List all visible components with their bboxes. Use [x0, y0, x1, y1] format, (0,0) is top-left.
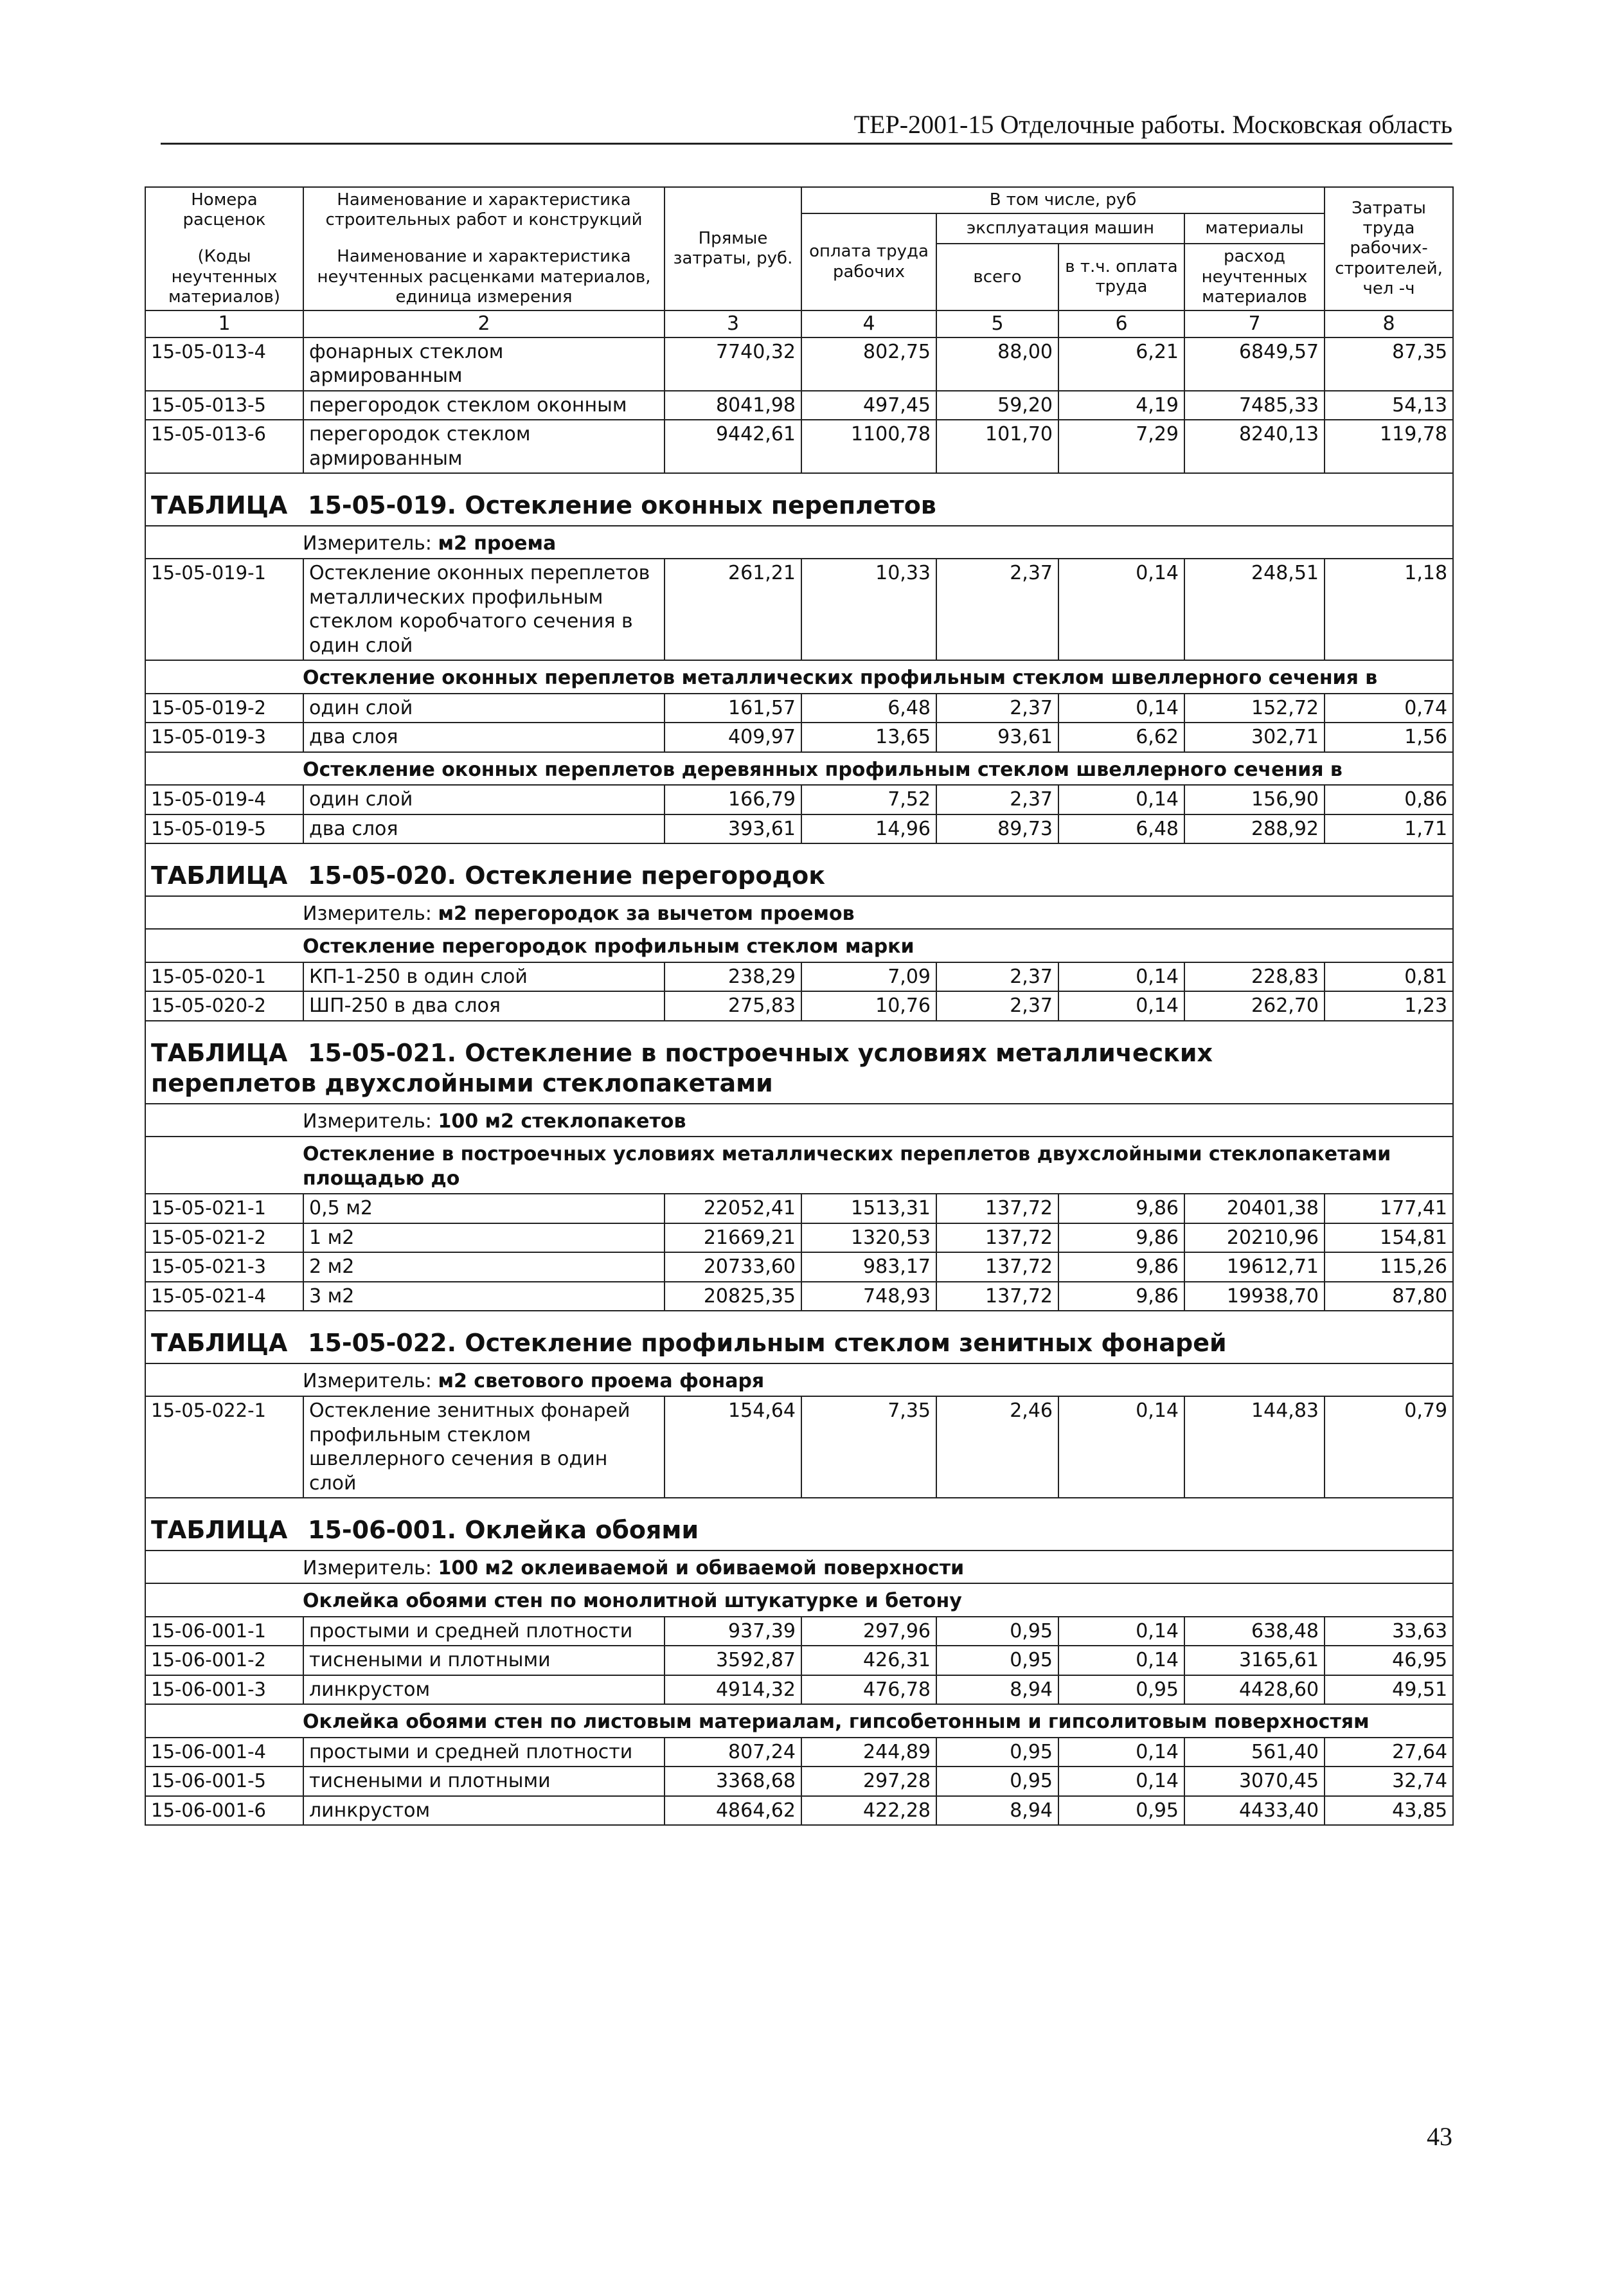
- table-title-continuation: переплетов двухслойными стеклопакетами: [151, 1069, 773, 1098]
- rate-code: 15-05-019-2: [145, 694, 303, 723]
- table-row: [145, 1194, 1453, 1223]
- direct-cost: 9442,61: [665, 420, 801, 473]
- machines-labor: 0,14: [1058, 1738, 1184, 1767]
- subsection-title: Остекление перегородок профильным стеклом марки: [145, 929, 1453, 962]
- work-name: Остекление зенитных фонарей профильным стеклом швеллерного сечения в один слой: [303, 1396, 665, 1498]
- name-header: Наименование и характеристика строительных работ и конструкций: [325, 190, 643, 230]
- table-row: [145, 1738, 1453, 1767]
- machines-total: 2,37: [936, 785, 1058, 814]
- section-title-row: [145, 1498, 1453, 1551]
- materials: 4428,60: [1184, 1675, 1325, 1705]
- table-row: [145, 723, 1453, 752]
- direct-cost: 21669,21: [665, 1223, 801, 1253]
- column-number: 6: [1058, 310, 1184, 337]
- subsection-title: Остекление в построечных условиях металлических переплетов двухслойными стеклопакетами площадью до: [145, 1137, 1453, 1194]
- unit-value: м2 проема: [438, 532, 557, 555]
- direct-cost: 22052,41: [665, 1194, 801, 1223]
- table-row: [145, 991, 1453, 1021]
- work-name: линкрустом: [303, 1675, 665, 1705]
- machines-total: 137,72: [936, 1282, 1058, 1311]
- direct-cost-header: Прямые затраты, руб.: [665, 187, 801, 310]
- materials: 561,40: [1184, 1738, 1325, 1767]
- direct-cost: 3368,68: [665, 1767, 801, 1796]
- materials: 19938,70: [1184, 1282, 1325, 1311]
- table-row: [145, 1282, 1453, 1311]
- direct-cost: 161,57: [665, 694, 801, 723]
- labor-cost: 1,71: [1325, 814, 1453, 844]
- direct-cost: 261,21: [665, 559, 801, 660]
- code-column-header: [145, 187, 303, 310]
- column-number: 8: [1325, 310, 1453, 337]
- unit-value: 100 м2 стеклопакетов: [438, 1110, 686, 1133]
- labor-pay-header: оплата труда рабочих: [801, 213, 936, 310]
- column-number: 1: [145, 310, 303, 337]
- table-row: [145, 420, 1453, 473]
- column-number: 3: [665, 310, 801, 337]
- table-title: [145, 1311, 1453, 1363]
- rate-code: 15-06-001-5: [145, 1767, 303, 1796]
- direct-cost: 7740,32: [665, 337, 801, 391]
- table-row: [145, 814, 1453, 844]
- unit-cell: [145, 526, 1453, 559]
- labor-cost: 154,81: [1325, 1223, 1453, 1253]
- table-row: [145, 962, 1453, 992]
- machines-labor: 0,14: [1058, 785, 1184, 814]
- section-title-row: [145, 1311, 1453, 1363]
- rate-code: 15-06-001-6: [145, 1796, 303, 1826]
- labor-pay: 10,76: [801, 991, 936, 1021]
- running-head: ТЕР-2001-15 Отделочные работы. Московская область: [853, 110, 1452, 139]
- work-name: Остекление оконных переплетов металлических профильным стеклом коробчатого сечения в один слой: [303, 559, 665, 660]
- work-name: линкрустом: [303, 1796, 665, 1826]
- direct-cost: 154,64: [665, 1396, 801, 1498]
- work-name: ШП-250 в два слоя: [303, 991, 665, 1021]
- machines-total: 137,72: [936, 1252, 1058, 1282]
- machines-total: 89,73: [936, 814, 1058, 844]
- direct-cost: 166,79: [665, 785, 801, 814]
- machines-labor: 0,14: [1058, 1396, 1184, 1498]
- subsection-row: [145, 1137, 1453, 1194]
- materials: 152,72: [1184, 694, 1325, 723]
- unit-row: [145, 896, 1453, 930]
- work-name: простыми и средней плотности: [303, 1617, 665, 1646]
- table-row: [145, 1617, 1453, 1646]
- labor-cost: 49,51: [1325, 1675, 1453, 1705]
- direct-cost: 937,39: [665, 1617, 801, 1646]
- labor-pay: 1513,31: [801, 1194, 936, 1223]
- work-name: 0,5 м2: [303, 1194, 665, 1223]
- work-name: один слой: [303, 694, 665, 723]
- labor-cost: 27,64: [1325, 1738, 1453, 1767]
- table-title-text: 15-05-022. Остекление профильным стеклом зенитных фонарей: [308, 1329, 1227, 1358]
- labor-pay: 422,28: [801, 1796, 936, 1826]
- table-row: [145, 1675, 1453, 1705]
- rate-code: 15-05-020-2: [145, 991, 303, 1021]
- materials: 20401,38: [1184, 1194, 1325, 1223]
- labor-pay: 7,35: [801, 1396, 936, 1498]
- labor-cost: 87,35: [1325, 337, 1453, 391]
- unit-label: Измеритель:: [303, 532, 432, 555]
- rate-code: 15-05-019-3: [145, 723, 303, 752]
- unit-value: м2 светового проема фонаря: [438, 1369, 765, 1392]
- direct-cost: 807,24: [665, 1738, 801, 1767]
- section-title-row: [145, 843, 1453, 896]
- machines-total: 101,70: [936, 420, 1058, 473]
- work-name: КП-1-250 в один слой: [303, 962, 665, 992]
- direct-cost: 20825,35: [665, 1282, 801, 1311]
- subsection-row: [145, 929, 1453, 962]
- materials: 144,83: [1184, 1396, 1325, 1498]
- machines-labor: 0,14: [1058, 559, 1184, 660]
- machines-total: 59,20: [936, 391, 1058, 420]
- labor-pay: 983,17: [801, 1252, 936, 1282]
- table-row: [145, 1223, 1453, 1253]
- direct-cost: 275,83: [665, 991, 801, 1021]
- rate-code: 15-05-019-5: [145, 814, 303, 844]
- machines-total: 2,37: [936, 962, 1058, 992]
- machines-labor: 0,14: [1058, 694, 1184, 723]
- subsection-row: [145, 1704, 1453, 1738]
- table-row: [145, 391, 1453, 420]
- unit-cell: [145, 1104, 1453, 1137]
- unit-cell: [145, 1551, 1453, 1584]
- table-title: [145, 1498, 1453, 1551]
- machines-labor-header: в т.ч. оплата труда: [1058, 244, 1184, 310]
- name-column-header: [303, 187, 665, 310]
- table-title-text: 15-05-019. Остекление оконных переплетов: [308, 491, 936, 520]
- materials: 19612,71: [1184, 1252, 1325, 1282]
- table-title-text: 15-05-020. Остекление перегородок: [308, 861, 826, 890]
- including-header: В том числе, руб: [801, 187, 1325, 213]
- labor-pay: 1100,78: [801, 420, 936, 473]
- work-name: два слоя: [303, 723, 665, 752]
- labor-pay: 10,33: [801, 559, 936, 660]
- labor-pay: 802,75: [801, 337, 936, 391]
- materials-header: материалы: [1184, 213, 1325, 244]
- machines-total: 93,61: [936, 723, 1058, 752]
- machines-total: 0,95: [936, 1738, 1058, 1767]
- subsection-title: Остекление оконных переплетов металлических профильным стеклом швеллерного сечения в: [145, 660, 1453, 694]
- table-row: [145, 1252, 1453, 1282]
- labor-cost: 54,13: [1325, 391, 1453, 420]
- labor-cost: 1,18: [1325, 559, 1453, 660]
- labor-cost: 43,85: [1325, 1796, 1453, 1826]
- rate-code: 15-05-021-1: [145, 1194, 303, 1223]
- labor-cost: 32,74: [1325, 1767, 1453, 1796]
- materials: 8240,13: [1184, 420, 1325, 473]
- code-header: Номера расценок: [183, 190, 266, 230]
- machines-labor: 9,86: [1058, 1223, 1184, 1253]
- machines-labor: 6,21: [1058, 337, 1184, 391]
- materials: 288,92: [1184, 814, 1325, 844]
- direct-cost: 393,61: [665, 814, 801, 844]
- machines-labor: 9,86: [1058, 1194, 1184, 1223]
- machines-total: 137,72: [936, 1223, 1058, 1253]
- machines-labor: 0,95: [1058, 1796, 1184, 1826]
- rate-code: 15-05-021-3: [145, 1252, 303, 1282]
- labor-cost: 87,80: [1325, 1282, 1453, 1311]
- direct-cost: 20733,60: [665, 1252, 801, 1282]
- materials: 7485,33: [1184, 391, 1325, 420]
- machines-total: 88,00: [936, 337, 1058, 391]
- header-rule: [161, 143, 1452, 145]
- labor-pay: 1320,53: [801, 1223, 936, 1253]
- machines-labor: 0,95: [1058, 1675, 1184, 1705]
- direct-cost: 409,97: [665, 723, 801, 752]
- rate-code: 15-05-013-4: [145, 337, 303, 391]
- unit-label: Измеритель:: [303, 1369, 432, 1392]
- subsection-title: Оклейка обоями стен по монолитной штукатурке и бетону: [145, 1583, 1453, 1617]
- table-row: [145, 1646, 1453, 1675]
- labor-pay: 13,65: [801, 723, 936, 752]
- column-numbers-row: [145, 310, 1453, 337]
- labor-pay: 426,31: [801, 1646, 936, 1675]
- rate-code: 15-05-019-4: [145, 785, 303, 814]
- page-number: 43: [1427, 2122, 1452, 2151]
- table-label: ТАБЛИЦА: [151, 861, 288, 890]
- direct-cost: 4914,32: [665, 1675, 801, 1705]
- machines-total: 0,95: [936, 1646, 1058, 1675]
- subsection-row: [145, 1583, 1453, 1617]
- materials-unaccounted-header: расход неучтенных материалов: [1184, 244, 1325, 310]
- labor-pay: 6,48: [801, 694, 936, 723]
- table-row: [145, 1396, 1453, 1498]
- machines-total-header: всего: [936, 244, 1058, 310]
- labor-cost: 0,74: [1325, 694, 1453, 723]
- labor-cost: 115,26: [1325, 1252, 1453, 1282]
- labor-pay: 7,09: [801, 962, 936, 992]
- machines-labor: 0,14: [1058, 1617, 1184, 1646]
- subsection-row: [145, 752, 1453, 786]
- work-name: два слоя: [303, 814, 665, 844]
- labor-pay: 14,96: [801, 814, 936, 844]
- materials: 20210,96: [1184, 1223, 1325, 1253]
- unit-cell: [145, 1363, 1453, 1397]
- machines-labor: 7,29: [1058, 420, 1184, 473]
- labor-pay: 748,93: [801, 1282, 936, 1311]
- direct-cost: 3592,87: [665, 1646, 801, 1675]
- unit-cell: [145, 896, 1453, 930]
- table-row: [145, 785, 1453, 814]
- column-number: 7: [1184, 310, 1325, 337]
- machines-labor: 4,19: [1058, 391, 1184, 420]
- materials: 638,48: [1184, 1617, 1325, 1646]
- machines-total: 137,72: [936, 1194, 1058, 1223]
- rate-code: 15-06-001-2: [145, 1646, 303, 1675]
- code-subheader: (Коды неучтенных материалов): [168, 247, 280, 307]
- unit-row: [145, 1551, 1453, 1584]
- unit-value: м2 перегородок за вычетом проемов: [438, 902, 855, 925]
- subsection-title: Остекление оконных переплетов деревянных профильным стеклом швеллерного сечения в: [145, 752, 1453, 786]
- labor-cost: 33,63: [1325, 1617, 1453, 1646]
- labor-cost: 46,95: [1325, 1646, 1453, 1675]
- labor-pay: 244,89: [801, 1738, 936, 1767]
- table-row: [145, 1767, 1453, 1796]
- rate-code: 15-05-020-1: [145, 962, 303, 992]
- unit-value: 100 м2 оклеиваемой и обиваемой поверхности: [438, 1556, 965, 1579]
- table-title-text: 15-05-021. Остекление в построечных условиях металлических: [308, 1038, 1213, 1067]
- machines-labor: 0,14: [1058, 962, 1184, 992]
- labor-cost: 0,81: [1325, 962, 1453, 992]
- column-number: 5: [936, 310, 1058, 337]
- unit-row: [145, 526, 1453, 559]
- rates-table: [145, 186, 1454, 1826]
- labor-pay: 297,28: [801, 1767, 936, 1796]
- labor-cost: 1,56: [1325, 723, 1453, 752]
- machines-labor: 6,48: [1058, 814, 1184, 844]
- materials: 248,51: [1184, 559, 1325, 660]
- labor-cost: 0,79: [1325, 1396, 1453, 1498]
- unit-label: Измеритель:: [303, 1110, 432, 1133]
- work-name: простыми и средней плотности: [303, 1738, 665, 1767]
- machines-labor: 0,14: [1058, 1646, 1184, 1675]
- machines-labor: 0,14: [1058, 991, 1184, 1021]
- rate-code: 15-06-001-1: [145, 1617, 303, 1646]
- subsection-title: Оклейка обоями стен по листовым материалам, гипсобетонным и гипсолитовым поверхностям: [145, 1704, 1453, 1738]
- rate-code: 15-05-022-1: [145, 1396, 303, 1498]
- labor-cost: 177,41: [1325, 1194, 1453, 1223]
- labor-cost: 1,23: [1325, 991, 1453, 1021]
- table-body: [145, 337, 1453, 1826]
- table-title: [145, 473, 1453, 526]
- work-name: тиснеными и плотными: [303, 1767, 665, 1796]
- table-row: [145, 559, 1453, 660]
- unit-label: Измеритель:: [303, 1556, 432, 1579]
- machines-total: 2,46: [936, 1396, 1058, 1498]
- column-number: 2: [303, 310, 665, 337]
- materials: 302,71: [1184, 723, 1325, 752]
- unit-row: [145, 1104, 1453, 1137]
- machines-labor: 6,62: [1058, 723, 1184, 752]
- materials: 262,70: [1184, 991, 1325, 1021]
- work-name: перегородок стеклом оконным: [303, 391, 665, 420]
- column-number: 4: [801, 310, 936, 337]
- machines-labor: 9,86: [1058, 1282, 1184, 1311]
- machines-total: 8,94: [936, 1675, 1058, 1705]
- name-subheader: Наименование и характеристика неучтенных расценками материалов, единица измерения: [317, 247, 651, 307]
- table-title-text: 15-06-001. Оклейка обоями: [308, 1516, 699, 1545]
- labor-cost-header: Затраты труда рабочих-строителей, чел -ч: [1325, 187, 1453, 310]
- rate-code: 15-05-021-4: [145, 1282, 303, 1311]
- labor-pay: 476,78: [801, 1675, 936, 1705]
- work-name: 3 м2: [303, 1282, 665, 1311]
- labor-cost: 119,78: [1325, 420, 1453, 473]
- rate-code: 15-06-001-3: [145, 1675, 303, 1705]
- machines-total: 2,37: [936, 991, 1058, 1021]
- unit-row: [145, 1363, 1453, 1397]
- table-row: [145, 694, 1453, 723]
- machines-total: 2,37: [936, 694, 1058, 723]
- materials: 3070,45: [1184, 1767, 1325, 1796]
- rate-code: 15-06-001-4: [145, 1738, 303, 1767]
- machines-labor: 9,86: [1058, 1252, 1184, 1282]
- work-name: 2 м2: [303, 1252, 665, 1282]
- table-label: ТАБЛИЦА: [151, 1329, 288, 1358]
- materials: 3165,61: [1184, 1646, 1325, 1675]
- table-title: [145, 1021, 1453, 1104]
- machines-header: эксплуатация машин: [936, 213, 1184, 244]
- direct-cost: 8041,98: [665, 391, 801, 420]
- direct-cost: 4864,62: [665, 1796, 801, 1826]
- table-row: [145, 1796, 1453, 1826]
- rate-code: 15-05-019-1: [145, 559, 303, 660]
- section-title-row: [145, 473, 1453, 526]
- labor-pay: 7,52: [801, 785, 936, 814]
- table-header: [145, 187, 1453, 337]
- table-label: ТАБЛИЦА: [151, 491, 288, 520]
- work-name: один слой: [303, 785, 665, 814]
- work-name: перегородок стеклом армированным: [303, 420, 665, 473]
- materials: 6849,57: [1184, 337, 1325, 391]
- table-label: ТАБЛИЦА: [151, 1038, 288, 1067]
- rate-code: 15-05-021-2: [145, 1223, 303, 1253]
- rate-code: 15-05-013-5: [145, 391, 303, 420]
- materials: 228,83: [1184, 962, 1325, 992]
- table-row: [145, 337, 1453, 391]
- direct-cost: 238,29: [665, 962, 801, 992]
- rate-code: 15-05-013-6: [145, 420, 303, 473]
- materials: 4433,40: [1184, 1796, 1325, 1826]
- table-title: [145, 843, 1453, 896]
- work-name: тиснеными и плотными: [303, 1646, 665, 1675]
- machines-labor: 0,14: [1058, 1767, 1184, 1796]
- machines-total: 0,95: [936, 1617, 1058, 1646]
- work-name: 1 м2: [303, 1223, 665, 1253]
- labor-pay: 497,45: [801, 391, 936, 420]
- machines-total: 2,37: [936, 559, 1058, 660]
- subsection-row: [145, 660, 1453, 694]
- table-label: ТАБЛИЦА: [151, 1516, 288, 1545]
- machines-total: 0,95: [936, 1767, 1058, 1796]
- work-name: фонарных стеклом армированным: [303, 337, 665, 391]
- materials: 156,90: [1184, 785, 1325, 814]
- unit-label: Измеритель:: [303, 902, 432, 925]
- machines-total: 8,94: [936, 1796, 1058, 1826]
- labor-cost: 0,86: [1325, 785, 1453, 814]
- labor-pay: 297,96: [801, 1617, 936, 1646]
- section-title-row: [145, 1021, 1453, 1104]
